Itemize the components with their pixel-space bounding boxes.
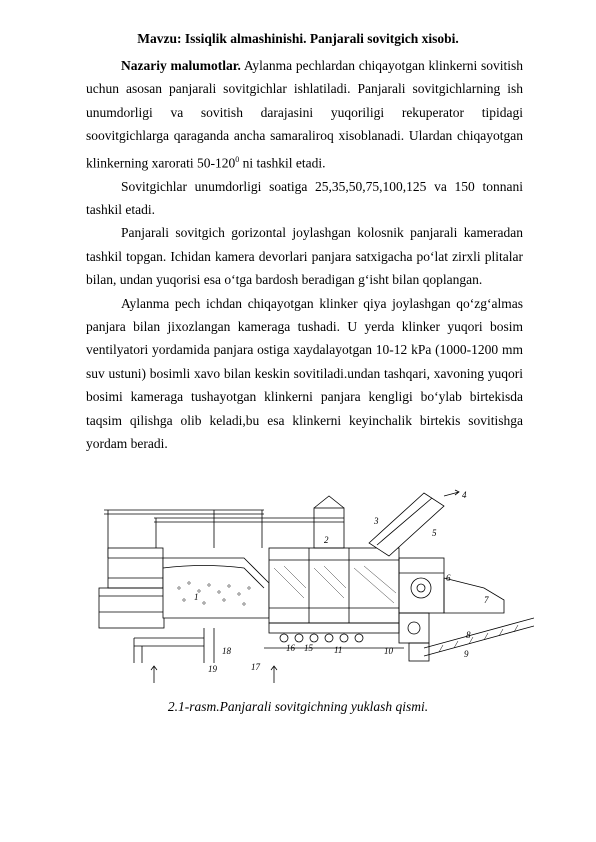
paragraph-1	[86, 54, 523, 175]
document-title: Mavzu: Issiqlik almashinishi. Panjarali sovitgich xisobi.	[137, 31, 459, 46]
figure-label-9: 9	[464, 649, 469, 659]
paragraph-3: Panjarali sovitgich gorizontal joylashgan kolosnik panjarali kameradan tashkil topgan. Ichidan kamera devorlari panjara satxigacha po‘lat zirxli plitalar bilan, undan yuqorisi esa o‘tga bardosh beradigan g‘isht bilan qoplangan.	[86, 225, 523, 288]
paragraph-2: Sovitgichlar unumdorligi soatiga 25,35,50,75,100,125 va 150 tonnani tashkil etadi.	[86, 178, 523, 217]
figure-label-4: 4	[462, 490, 467, 500]
figure-label-1: 1	[194, 592, 199, 602]
paragraph-1-lead: Nazariy malumotlar.	[121, 58, 241, 73]
figure-caption: 2.1-rasm.Panjarali sovitgichning yuklash qismi.	[167, 699, 429, 714]
figure-label-2: 2	[324, 535, 329, 545]
figure-label-15: 15	[304, 643, 313, 653]
figure-label-5: 5	[432, 528, 437, 538]
figure-label-18: 18	[222, 646, 231, 656]
figure-label-3: 3	[374, 516, 379, 526]
figure-label-6: 6	[446, 573, 451, 583]
degree-superscript: 0	[235, 154, 240, 164]
paragraph-1-text: Aylanma pechlardan chiqayotgan klinkerni sovitish uchun asosan panjarali sovitgichlar ishlatiladi. Panjarali sovitgichlarning ish unumdorligi va sovitish darajasini yuqoriligi rekuperator tipidagi soovitgichlarga qaraganda ancha samaraliroq xisoblanadi. Ulardan chiqayotgan klinkerning xarorati 50-120	[86, 58, 523, 171]
body-text	[86, 54, 523, 455]
figure-label-8: 8	[466, 630, 471, 640]
paragraph-4: Aylanma pech ichdan chiqayotgan klinker qiya joylashgan qo‘zg‘almas panjara bilan jixozlangan kameraga tushadi. U yerda klinker yuqori bosim ventilyatori yordamida panjara ostiga xaydalayotgan 10-12 kPa (1000-1200 mm suv ustuni) bosimli xavo bilan keskin sovitiladi.undan tashqari, xavoning yuqori bosimi kameraga tushayotgan klinkerni panjara kengligi bo‘ylab birtekisda taqsim qilishga olib keladi,bu esa klinkerni keyinchalik birtekis sovitishga yordam beradi.	[86, 295, 523, 451]
figure-label-17: 17	[251, 662, 260, 672]
figure-label-7: 7	[484, 595, 489, 605]
figure-label-11: 11	[334, 645, 343, 655]
figure-label-16: 16	[286, 643, 295, 653]
figure-label-10: 10	[384, 646, 393, 656]
cooler-diagram	[94, 488, 534, 686]
paragraph-1-tail: ni tashkil etadi.	[239, 155, 326, 171]
figure-label-19: 19	[208, 664, 217, 674]
